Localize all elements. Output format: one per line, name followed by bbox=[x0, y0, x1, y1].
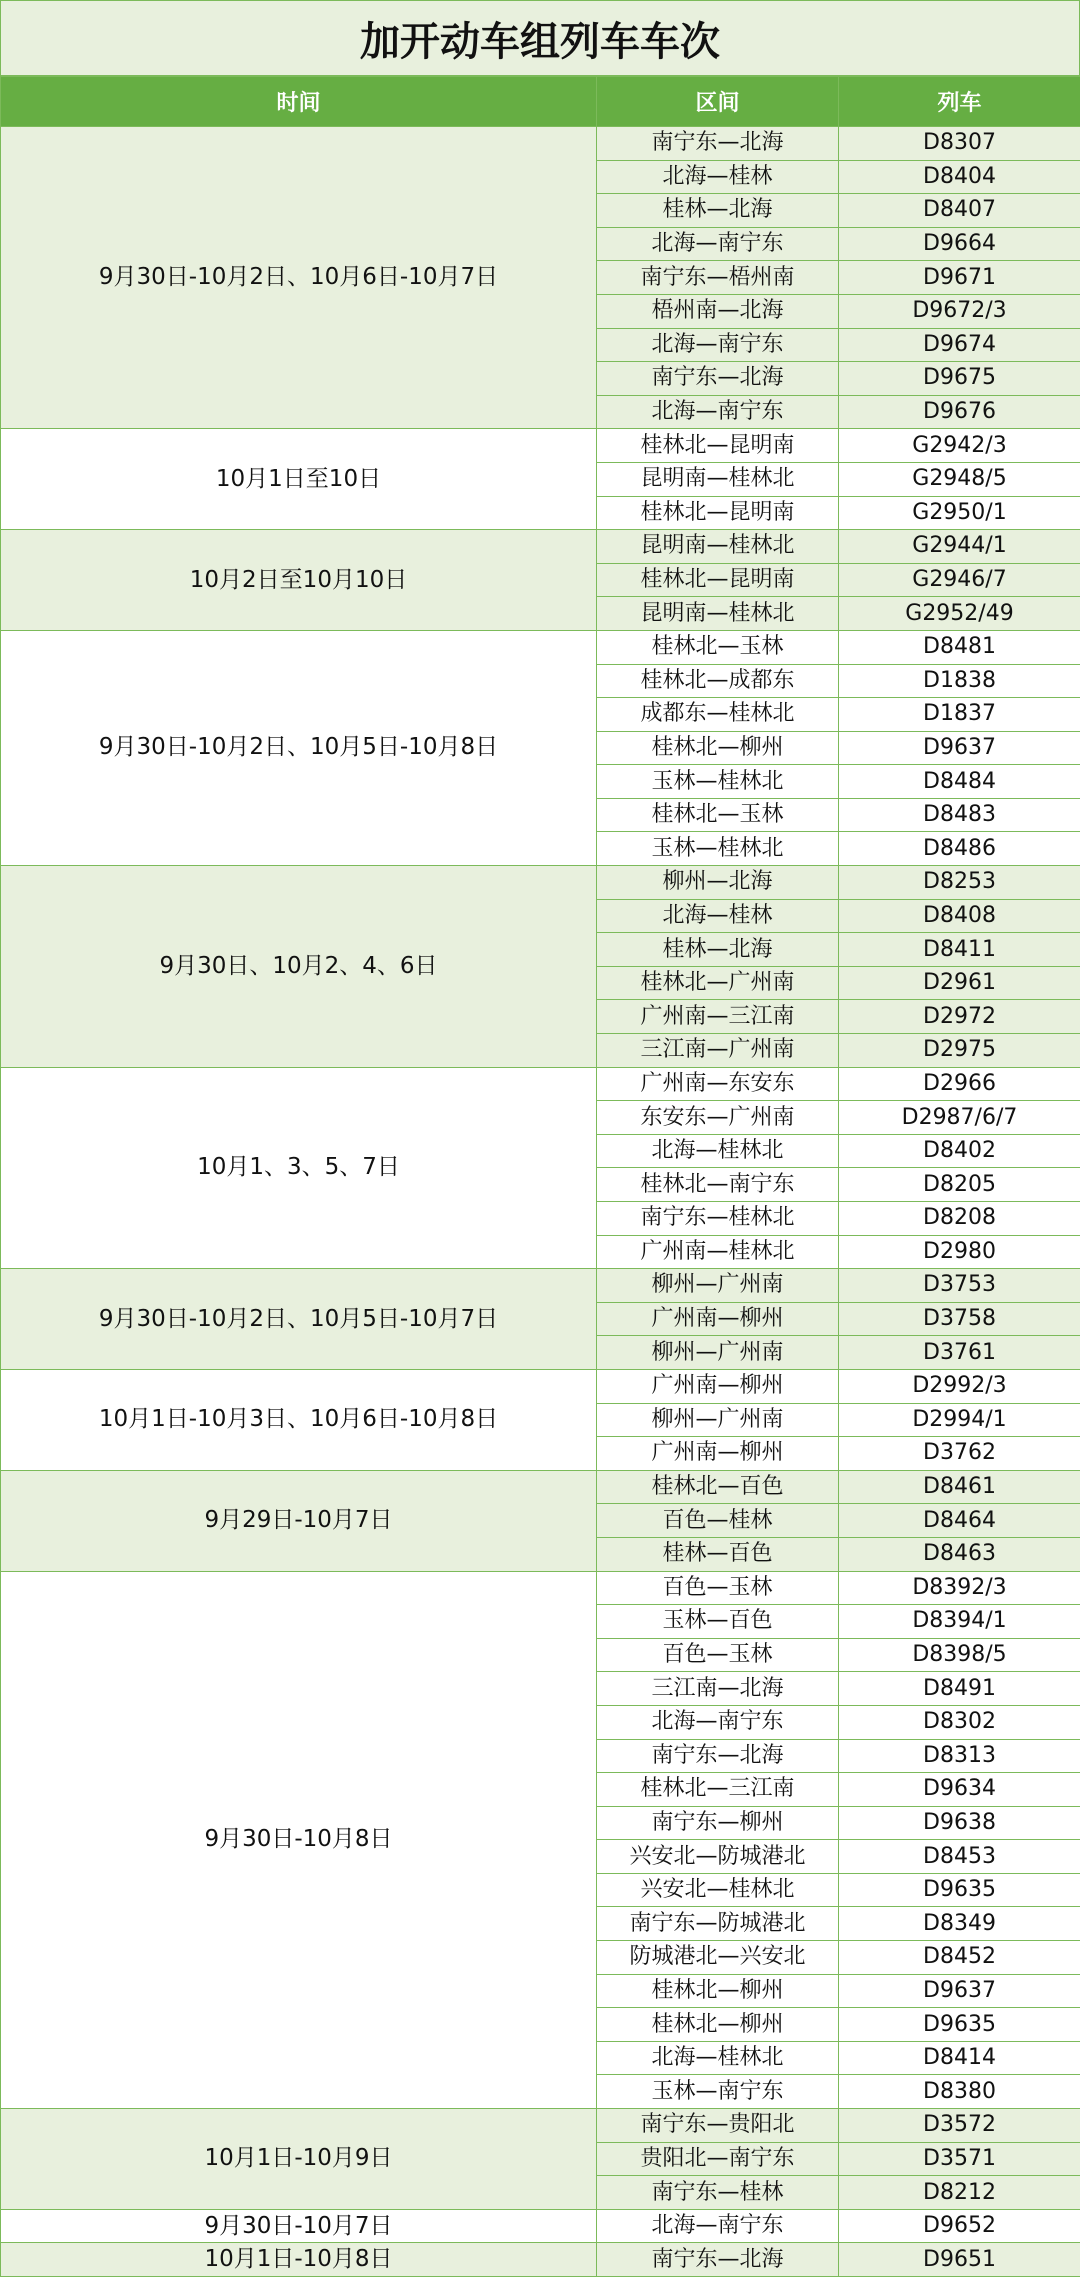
train-number-cell: D9674 bbox=[839, 328, 1080, 362]
table-row bbox=[1, 1369, 1080, 1403]
section-cell: 兴安北—桂林北 bbox=[597, 1873, 839, 1907]
header-train: 列车 bbox=[839, 77, 1080, 127]
train-number-cell: D8463 bbox=[839, 1537, 1080, 1571]
section-cell: 柳州—广州南 bbox=[597, 1336, 839, 1370]
section-cell: 梧州南—北海 bbox=[597, 294, 839, 328]
train-number-cell: D8408 bbox=[839, 899, 1080, 933]
train-number-cell: D1838 bbox=[839, 664, 1080, 698]
time-cell: 9月30日、10月2、4、6日 bbox=[1, 866, 597, 1068]
train-number-cell: D9672/3 bbox=[839, 294, 1080, 328]
train-number-cell: D8486 bbox=[839, 832, 1080, 866]
section-cell: 南宁东—北海 bbox=[597, 362, 839, 396]
section-cell: 桂林—北海 bbox=[597, 933, 839, 967]
train-number-cell: D3758 bbox=[839, 1302, 1080, 1336]
section-cell: 南宁东—柳州 bbox=[597, 1806, 839, 1840]
train-number-cell: D8313 bbox=[839, 1739, 1080, 1773]
header-section: 区间 bbox=[597, 77, 839, 127]
section-cell: 南宁东—防城港北 bbox=[597, 1907, 839, 1941]
section-cell: 南宁东—桂林 bbox=[597, 2176, 839, 2210]
time-cell: 9月30日-10月8日 bbox=[1, 1571, 597, 2109]
section-cell: 桂林北—玉林 bbox=[597, 630, 839, 664]
train-number-cell: D9635 bbox=[839, 2008, 1080, 2042]
train-number-cell: D9635 bbox=[839, 1873, 1080, 1907]
time-cell: 9月29日-10月7日 bbox=[1, 1470, 597, 1571]
train-number-cell: D8253 bbox=[839, 866, 1080, 900]
train-number-cell: D2980 bbox=[839, 1235, 1080, 1269]
section-cell: 昆明南—桂林北 bbox=[597, 597, 839, 631]
train-number-cell: D8349 bbox=[839, 1907, 1080, 1941]
section-cell: 广州南—柳州 bbox=[597, 1302, 839, 1336]
section-cell: 北海—南宁东 bbox=[597, 227, 839, 261]
table-header-row bbox=[1, 77, 1080, 127]
table-row bbox=[1, 2109, 1080, 2143]
train-number-cell: D8452 bbox=[839, 1941, 1080, 1975]
train-number-cell: D8414 bbox=[839, 2041, 1080, 2075]
train-number-cell: D8402 bbox=[839, 1134, 1080, 1168]
train-number-cell: D9652 bbox=[839, 2209, 1080, 2243]
time-cell: 10月1、3、5、7日 bbox=[1, 1067, 597, 1269]
train-number-cell: D1837 bbox=[839, 698, 1080, 732]
section-cell: 桂林北—百色 bbox=[597, 1470, 839, 1504]
time-cell: 9月30日-10月2日、10月5日-10月7日 bbox=[1, 1269, 597, 1370]
section-cell: 北海—桂林 bbox=[597, 899, 839, 933]
section-cell: 南宁东—梧州南 bbox=[597, 261, 839, 295]
section-cell: 北海—南宁东 bbox=[597, 328, 839, 362]
section-cell: 玉林—桂林北 bbox=[597, 765, 839, 799]
train-number-cell: D8212 bbox=[839, 2176, 1080, 2210]
section-cell: 三江南—广州南 bbox=[597, 1034, 839, 1068]
train-number-cell: D8307 bbox=[839, 127, 1080, 161]
section-cell: 广州南—三江南 bbox=[597, 1000, 839, 1034]
train-number-cell: D3762 bbox=[839, 1437, 1080, 1471]
section-cell: 广州南—东安东 bbox=[597, 1067, 839, 1101]
table-row bbox=[1, 127, 1080, 161]
page-title: 加开动车组列车车次 bbox=[0, 0, 1080, 76]
time-cell: 10月2日至10月10日 bbox=[1, 530, 597, 631]
section-cell: 桂林北—柳州 bbox=[597, 1974, 839, 2008]
time-cell: 10月1日-10月9日 bbox=[1, 2109, 597, 2210]
section-cell: 南宁东—贵阳北 bbox=[597, 2109, 839, 2143]
train-number-cell: D8464 bbox=[839, 1504, 1080, 1538]
train-number-cell: G2944/1 bbox=[839, 530, 1080, 564]
section-cell: 东安东—广州南 bbox=[597, 1101, 839, 1135]
section-cell: 玉林—桂林北 bbox=[597, 832, 839, 866]
table-row bbox=[1, 2209, 1080, 2243]
time-cell: 9月30日-10月7日 bbox=[1, 2209, 597, 2243]
time-cell: 9月30日-10月2日、10月6日-10月7日 bbox=[1, 127, 597, 429]
train-number-cell: D2994/1 bbox=[839, 1403, 1080, 1437]
time-cell: 10月1日-10月8日 bbox=[1, 2243, 597, 2277]
train-number-cell: D9676 bbox=[839, 395, 1080, 429]
train-number-cell: D8380 bbox=[839, 2075, 1080, 2109]
train-number-cell: D2966 bbox=[839, 1067, 1080, 1101]
section-cell: 柳州—广州南 bbox=[597, 1403, 839, 1437]
table-row bbox=[1, 1067, 1080, 1101]
section-cell: 北海—桂林 bbox=[597, 160, 839, 194]
section-cell: 广州南—柳州 bbox=[597, 1369, 839, 1403]
section-cell: 桂林北—玉林 bbox=[597, 798, 839, 832]
section-cell: 昆明南—桂林北 bbox=[597, 530, 839, 564]
section-cell: 桂林北—成都东 bbox=[597, 664, 839, 698]
section-cell: 桂林北—昆明南 bbox=[597, 429, 839, 463]
table-row bbox=[1, 2243, 1080, 2277]
table-row bbox=[1, 429, 1080, 463]
train-number-cell: D9637 bbox=[839, 1974, 1080, 2008]
section-cell: 昆明南—桂林北 bbox=[597, 462, 839, 496]
section-cell: 桂林北—昆明南 bbox=[597, 496, 839, 530]
section-cell: 兴安北—防城港北 bbox=[597, 1840, 839, 1874]
train-number-cell: G2942/3 bbox=[839, 429, 1080, 463]
section-cell: 百色—桂林 bbox=[597, 1504, 839, 1538]
train-number-cell: D2961 bbox=[839, 966, 1080, 1000]
header-time: 时间 bbox=[1, 77, 597, 127]
section-cell: 广州南—柳州 bbox=[597, 1437, 839, 1471]
train-number-cell: G2950/1 bbox=[839, 496, 1080, 530]
section-cell: 柳州—北海 bbox=[597, 866, 839, 900]
train-number-cell: G2946/7 bbox=[839, 563, 1080, 597]
section-cell: 百色—玉林 bbox=[597, 1571, 839, 1605]
section-cell: 桂林北—广州南 bbox=[597, 966, 839, 1000]
train-number-cell: G2948/5 bbox=[839, 462, 1080, 496]
train-number-cell: D9638 bbox=[839, 1806, 1080, 1840]
train-number-cell: D8491 bbox=[839, 1672, 1080, 1706]
time-cell: 10月1日至10日 bbox=[1, 429, 597, 530]
section-cell: 南宁东—桂林北 bbox=[597, 1202, 839, 1236]
train-number-cell: D2992/3 bbox=[839, 1369, 1080, 1403]
section-cell: 广州南—桂林北 bbox=[597, 1235, 839, 1269]
table-row bbox=[1, 1470, 1080, 1504]
section-cell: 玉林—百色 bbox=[597, 1605, 839, 1639]
train-number-cell: D2972 bbox=[839, 1000, 1080, 1034]
train-number-cell: D8461 bbox=[839, 1470, 1080, 1504]
section-cell: 贵阳北—南宁东 bbox=[597, 2142, 839, 2176]
train-number-cell: D8407 bbox=[839, 194, 1080, 228]
train-number-cell: D8453 bbox=[839, 1840, 1080, 1874]
train-number-cell: D8205 bbox=[839, 1168, 1080, 1202]
section-cell: 南宁东—北海 bbox=[597, 1739, 839, 1773]
time-cell: 10月1日-10月3日、10月6日-10月8日 bbox=[1, 1369, 597, 1470]
section-cell: 桂林北—南宁东 bbox=[597, 1168, 839, 1202]
time-cell: 9月30日-10月2日、10月5日-10月8日 bbox=[1, 630, 597, 865]
table-body bbox=[1, 127, 1080, 2277]
train-number-cell: D8394/1 bbox=[839, 1605, 1080, 1639]
train-number-cell: D3571 bbox=[839, 2142, 1080, 2176]
train-number-cell: D9675 bbox=[839, 362, 1080, 396]
train-number-cell: D9637 bbox=[839, 731, 1080, 765]
section-cell: 桂林—北海 bbox=[597, 194, 839, 228]
section-cell: 百色—玉林 bbox=[597, 1638, 839, 1672]
train-number-cell: D9651 bbox=[839, 2243, 1080, 2277]
section-cell: 南宁东—北海 bbox=[597, 127, 839, 161]
train-number-cell: D2987/6/7 bbox=[839, 1101, 1080, 1135]
section-cell: 北海—南宁东 bbox=[597, 2209, 839, 2243]
section-cell: 北海—桂林北 bbox=[597, 1134, 839, 1168]
section-cell: 桂林—百色 bbox=[597, 1537, 839, 1571]
section-cell: 柳州—广州南 bbox=[597, 1269, 839, 1303]
train-number-cell: D3572 bbox=[839, 2109, 1080, 2143]
table-row bbox=[1, 866, 1080, 900]
train-number-cell: D9664 bbox=[839, 227, 1080, 261]
train-number-cell: D8392/3 bbox=[839, 1571, 1080, 1605]
train-number-cell: D8483 bbox=[839, 798, 1080, 832]
train-number-cell: D2975 bbox=[839, 1034, 1080, 1068]
table-row bbox=[1, 530, 1080, 564]
section-cell: 防城港北—兴安北 bbox=[597, 1941, 839, 1975]
train-number-cell: G2952/49 bbox=[839, 597, 1080, 631]
table-row bbox=[1, 1269, 1080, 1303]
train-number-cell: D8404 bbox=[839, 160, 1080, 194]
section-cell: 成都东—桂林北 bbox=[597, 698, 839, 732]
train-number-cell: D8208 bbox=[839, 1202, 1080, 1236]
train-schedule-table bbox=[0, 76, 1080, 2277]
section-cell: 玉林—南宁东 bbox=[597, 2075, 839, 2109]
train-number-cell: D3761 bbox=[839, 1336, 1080, 1370]
section-cell: 三江南—北海 bbox=[597, 1672, 839, 1706]
section-cell: 南宁东—北海 bbox=[597, 2243, 839, 2277]
train-number-cell: D3753 bbox=[839, 1269, 1080, 1303]
section-cell: 桂林北—柳州 bbox=[597, 2008, 839, 2042]
train-number-cell: D9634 bbox=[839, 1773, 1080, 1807]
table-row bbox=[1, 1571, 1080, 1605]
train-number-cell: D8481 bbox=[839, 630, 1080, 664]
train-number-cell: D8484 bbox=[839, 765, 1080, 799]
section-cell: 北海—南宁东 bbox=[597, 395, 839, 429]
section-cell: 桂林北—昆明南 bbox=[597, 563, 839, 597]
section-cell: 北海—南宁东 bbox=[597, 1705, 839, 1739]
section-cell: 桂林北—三江南 bbox=[597, 1773, 839, 1807]
train-number-cell: D8411 bbox=[839, 933, 1080, 967]
section-cell: 北海—桂林北 bbox=[597, 2041, 839, 2075]
train-number-cell: D9671 bbox=[839, 261, 1080, 295]
train-number-cell: D8398/5 bbox=[839, 1638, 1080, 1672]
train-number-cell: D8302 bbox=[839, 1705, 1080, 1739]
table-row bbox=[1, 630, 1080, 664]
section-cell: 桂林北—柳州 bbox=[597, 731, 839, 765]
